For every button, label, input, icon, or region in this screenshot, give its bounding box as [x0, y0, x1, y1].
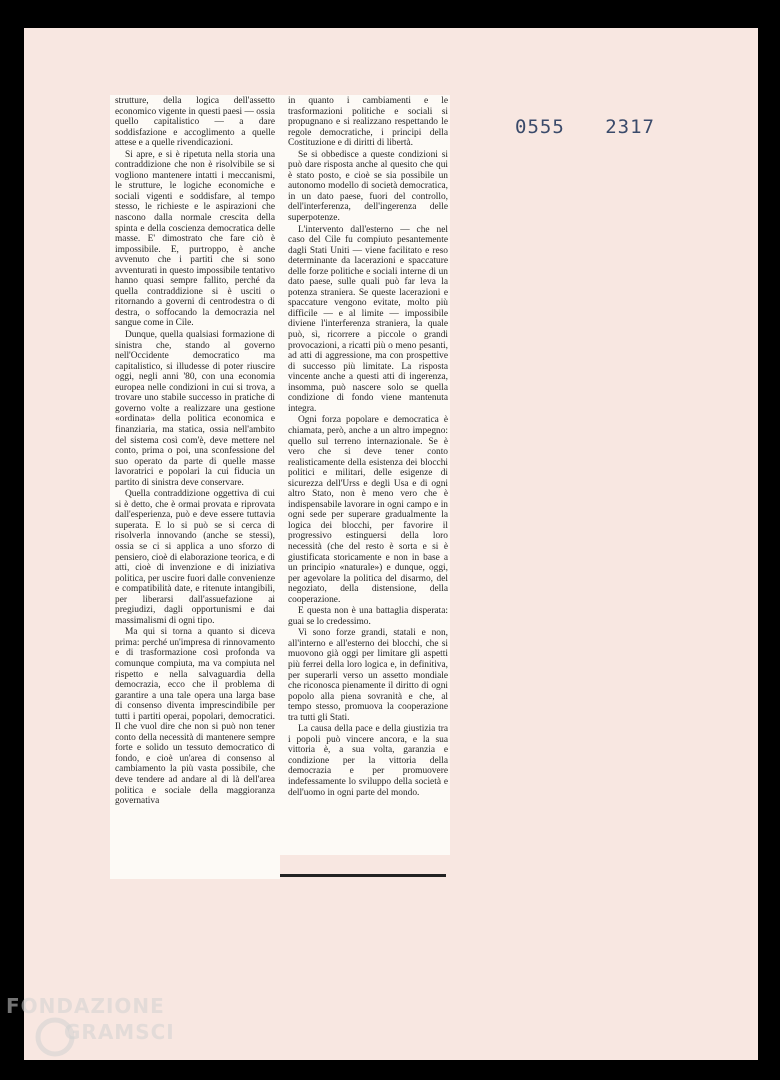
- paragraph: Ogni forza popolare e democratica è chiamata, però, anche a un altro impegno: quello sul terreno internazionale. Se è vero che si deve tener conto realisticamente della esistenza dei blocchi politici e militari, delle esigenze di sicurezza dell'Urss e degli Usa e di ogni altro Stato, non è meno vero che è indispensabile lavorare in ogni campo e in ogni sede per superare gradualmente la logica dei blocchi, per favorire il progressivo estinguersi della loro necessità (che del resto è sorta e si è giustificata storicamente e non in base a un principio «naturale») e dunque, oggi, per agevolare la politica del disarmo, del negoziato, della distensione, della cooperazione.: [288, 415, 448, 605]
- watermark-line-1: FONDAZIONE: [6, 994, 165, 1018]
- document-id: [515, 116, 665, 140]
- article-column-2: [288, 96, 448, 856]
- fondazione-gramsci-watermark: [6, 994, 196, 1064]
- article-column-1: [115, 96, 275, 879]
- paragraph: Se si obbedisce a queste condizioni si può dare risposta anche al quesito che qui è stato posto, e cioè se sia possibile un autonomo modello di società democratica, in un dato paese, fuori del controllo, dell'interferenza, dell'ingerenza delle superpotenze.: [288, 149, 448, 224]
- paragraph: in quanto i cambiamenti e le trasformazioni politiche e sociali si propugnano e si realizzano respettando le regole democratiche, i principi della Costituzione e di diritti di libertà.: [288, 96, 448, 149]
- paragraph: La causa della pace e della giustizia tra i popoli può vincere ancora, e la sua vittoria è, a sua volta, garanzia e condizione per la vittoria della democrazia e per promuovere indefessamente lo sviluppo della società e dell'uomo in ogni parte del mondo.: [288, 724, 448, 798]
- article-end-rule: [280, 874, 446, 877]
- paragraph: strutture, della logica dell'assetto economico vigente in questi paesi — ossia quello capitalistico — a dare soddisfazione e accoglimento a quelle attese e a quelle rivendicazioni.: [115, 96, 275, 149]
- watermark-line-2: GRAMSCI: [64, 1020, 175, 1044]
- paragraph: Dunque, quella qualsiasi formazione di sinistra che, stando al governo nell'Occidente democratico ma capitalistico, si illudesse di poter riuscire oggi, negli anni '80, con una economia europea nelle condizioni in cui si trova, a trovare uno stabile successo in pratiche di governo volte a realizzare una gestione «ordinata» della politica economica e finanziaria, ma statica, ossia nell'ambito del sistema così com'è, deve mettere nel conto, prima o poi, una sconfessione del suo operato da parte di quelle masse lavoratrici e popolari la cui fiducia un partito di sinistra deve conservare.: [115, 330, 275, 488]
- paragraph: L'intervento dall'esterno — che nel caso del Cile fu compiuto pesantemente dagli Stati Uniti — viene facilitato e reso determinante da lacerazioni e spaccature delle forze politiche e sociali interne di un dato paese, sulle quali può far leva la potenza straniera. Se queste lacerazioni e spaccature vengono evitate, molto più difficile — e al limite — impossibile diviene l'interferenza straniera, la quale può, sì, ricorrere a piccole o grandi provocazioni, a ricatti più o meno pesanti, ad atti di aggressione, ma con prospettive di successo più limitate. La risposta vincente anche a questi atti di ingerenza, insomma, può nascere solo se quella condizione di fondo viene mantenuta integra.: [288, 224, 448, 414]
- paragraph: E questa non è una battaglia disperata: guai se lo credessimo.: [288, 606, 448, 627]
- document-code-left: 0555: [515, 116, 565, 138]
- paragraph: Vi sono forze grandi, statali e non, all'interno e all'esterno dei blocchi, che si muovono già oggi per limitare gli aspetti più ferrei della loro logica e, in definitiva, per superarli verso un assetto mondiale che riconosca pienamente il diritto di ogni popolo alla piena sovranità e che, al tempo stesso, promuova la cooperazione tra tutti gli Stati.: [288, 628, 448, 723]
- document-code-right: 2317: [605, 116, 655, 138]
- paragraph: Quella contraddizione oggettiva di cui si è detto, che è ormai provata e riprovata dall'esperienza, può e deve essere tuttavia superata. E lo si può se si cerca di risolverla innovando (anche se stessi), ossia se ci si applica a uno sforzo di pensiero, cioè di elaborazione teorica, e di atti, cioè di invenzione e di iniziativa politica, per uscire fuori dalle convenienze e compatibilità date, e ritenute intangibili, per liberarsi dall'assuefazione ai pregiudizi, dagli opportunismi e dai massimalismi di ogni tipo.: [115, 489, 275, 626]
- paragraph: Ma qui si torna a quanto si diceva prima: perché un'impresa di rinnovamento e di trasformazione così profonda va comunque compiuta, ma va compiuta nel rispetto e nella salvaguardia della democrazia, ecco che il problema di garantire a una tale opera una larga base di consenso diventa imprescindibile per tutti i partiti operai, popolari, democratici. Il che vuol dire che non si può non tener conto della necessità di mantenere sempre forte e solido un tessuto democratico di fondo, e cioè un'area di consenso al cambiamento la più vasta possibile, che deve tendere ad andare al di là dell'area politica e sociale della maggioranza governativa: [115, 627, 275, 807]
- paragraph: Si apre, e si è ripetuta nella storia una contraddizione che non è risolvibile se si vogliono mantenere intatti i meccanismi, le strutture, le logiche economiche e sociali vigenti e soddisfare, al tempo stesso, le richieste e le aspirazioni che nascono dalla normale crescita della spinta e della coscienza democratica delle masse. E' dimostrato che fare ciò è impossibile. E, purtroppo, è anche avvenuto che i partiti che si sono avventurati in questo impossibile tentativo hanno quasi sempre fallito, perché da quella contraddizione si è usciti o ritornando a governi di centrodestra o di destra, o soffocando la democrazia nel sangue come in Cile.: [115, 149, 275, 329]
